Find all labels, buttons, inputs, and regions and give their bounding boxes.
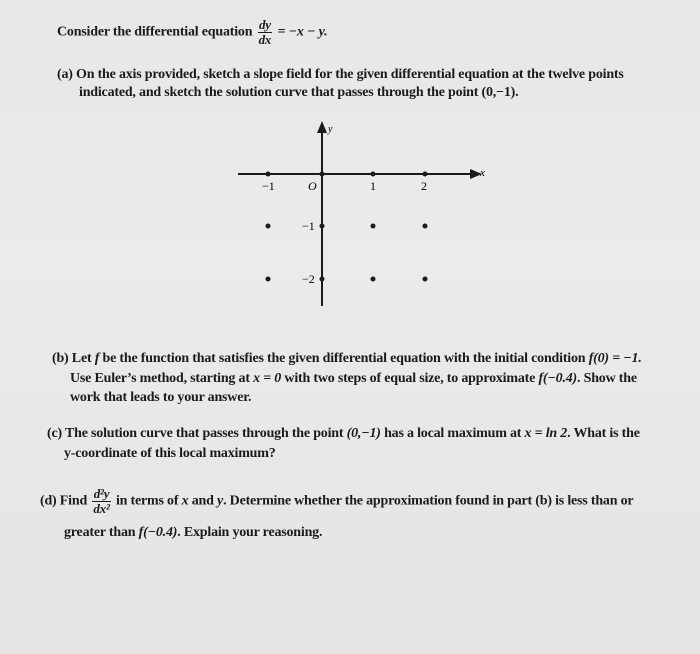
grid-point	[320, 172, 325, 177]
intro-rhs: = −x − y.	[277, 24, 328, 40]
part-c-lead: (c) The solution curve that passes through the point	[47, 426, 344, 441]
x-axis-label: x	[480, 167, 485, 179]
part-b-f: f	[94, 351, 100, 366]
y-tick-label: −2	[302, 272, 315, 286]
part-d-line1	[40, 487, 633, 516]
part-c-question: . What is the	[567, 426, 640, 441]
part-b-line1	[52, 350, 642, 367]
part-d-line2	[64, 524, 322, 541]
part-a-line1: (a) On the axis provided, sketch a slope field for the given differential equation at the twelve points	[57, 67, 624, 82]
part-c-point: (0,−1)	[346, 426, 381, 441]
part-b-euler: Use Euler’s method, starting at	[70, 371, 250, 386]
part-d-y: y	[217, 493, 224, 509]
grid-point	[371, 224, 376, 229]
intro-line	[57, 18, 327, 47]
part-b-steps: with two steps of equal size, to approximate	[284, 371, 536, 386]
intro-frac-num: dy	[258, 17, 271, 32]
x-tick-label: −1	[262, 179, 275, 193]
intro-frac-den: dx	[258, 32, 272, 47]
part-d-f: f(−0.4)	[138, 525, 178, 540]
y-axis-label: y	[328, 124, 333, 135]
intro-derivative	[258, 18, 273, 47]
grid-point	[423, 172, 428, 177]
part-d-greater: greater than	[64, 525, 136, 540]
part-b-lead: (b) Let	[52, 351, 92, 366]
part-d-terms: in terms of	[115, 493, 179, 509]
part-b-text: be the function that satisfies the given differential equation with the initial condition	[102, 351, 586, 366]
part-d-and: and	[191, 493, 214, 509]
intro-lead: Consider the differential equation	[57, 24, 253, 40]
part-d-text: . Determine whether the approximation found in part (b) is less than or	[223, 493, 634, 509]
part-a-point: (0,−1).	[481, 85, 519, 100]
part-c-line1	[47, 425, 640, 442]
y-axis-arrow	[317, 121, 327, 133]
grid-point	[423, 277, 428, 282]
part-b-line3: work that leads to your answer.	[70, 390, 252, 405]
x-tick-label: 1	[370, 179, 376, 193]
part-a-line2-text: indicated, and sketch the solution curve that passes through the point	[79, 85, 479, 100]
part-c-x: x = ln 2	[524, 426, 568, 441]
part-c-line2: y-coordinate of this local maximum?	[64, 446, 276, 461]
part-d-explain: . Explain your reasoning.	[177, 525, 323, 540]
part-c-text: has a local maximum at	[384, 426, 522, 441]
part-b-condition: f(0) = −1.	[588, 351, 642, 366]
part-d-x: x	[181, 493, 189, 509]
x-tick-label: 2	[421, 179, 427, 193]
grid-point	[423, 224, 428, 229]
y-tick-label: −1	[302, 219, 315, 233]
grid-point	[371, 277, 376, 282]
grid-point	[320, 224, 325, 229]
part-b-show: . Show the	[577, 371, 637, 386]
part-a-line2	[79, 84, 518, 101]
part-b-line2	[70, 370, 637, 387]
slope-field-axes[interactable]	[230, 118, 500, 318]
grid-point	[320, 277, 325, 282]
grid-point	[266, 224, 271, 229]
grid-point	[371, 172, 376, 177]
part-d-frac-num: d²y	[93, 486, 110, 501]
part-d-lead: (d) Find	[40, 493, 88, 509]
part-b-x0: x = 0	[253, 371, 282, 386]
grid-point	[266, 277, 271, 282]
part-d-frac-den: dx²	[93, 501, 110, 516]
origin-label: O	[308, 179, 317, 193]
part-d-second-derivative	[92, 487, 110, 516]
part-b-target: f(−0.4)	[538, 371, 578, 386]
grid-point	[266, 172, 271, 177]
